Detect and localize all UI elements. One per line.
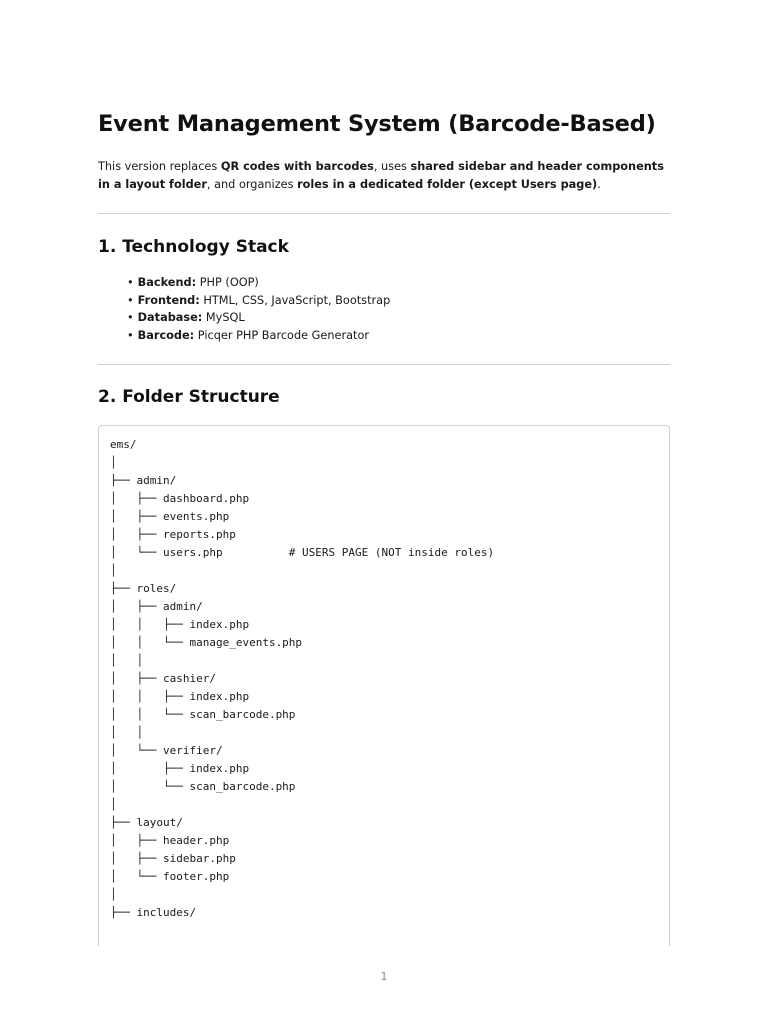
code-block (98, 425, 670, 946)
technology-stack-list (127, 274, 390, 344)
section-heading-technology-stack: 1. Technology Stack (98, 237, 289, 257)
intro-bold-3: roles in a dedicated folder (except Users page) (297, 178, 598, 191)
intro-text-1: This version replaces (98, 160, 221, 173)
intro-bold-2: shared sidebar and header components in a layout folder (98, 160, 664, 191)
list-item-value: Picqer PHP Barcode Generator (194, 328, 370, 342)
list-item (127, 309, 390, 327)
list-item-label: Backend: (137, 276, 197, 289)
folder-structure-code: ems/ │ ├── admin/ │ ├── dashboard.php │ ├── events.php │ ├── reports.php │ └── users.php # USERS PAGE (NOT inside roles) │ ├── roles/ │ ├── admin/ │ │ ├── index.php │ │ └── manage_events.php │ │ │ ├── cashier/ │ │ ├── index.php │ │ └── scan_barcode.php │ │ │ └── verifier/ │ ├── index.php │ └── scan_barcode.php │ ├── layout/ │ ├── header.php │ ├── sidebar.php │ └── footer.php │ ├── includes/ (110, 438, 495, 919)
list-item-label: Frontend: (137, 293, 200, 307)
document-title: Event Management System (Barcode-Based) (98, 111, 656, 137)
intro-text-4: . (597, 178, 601, 191)
list-item-label: Barcode: (137, 328, 195, 342)
list-item-value: HTML, CSS, JavaScript, Bootstrap (199, 293, 391, 307)
intro-text-3: , and organizes (206, 178, 298, 191)
list-item-value: MySQL (202, 311, 245, 324)
section-heading-folder-structure: 2. Folder Structure (98, 387, 280, 407)
section-divider (98, 213, 670, 214)
intro-text-2: , uses (373, 160, 411, 173)
list-item (127, 327, 390, 345)
page-number: 1 (380, 970, 388, 983)
list-item (127, 292, 390, 310)
intro-paragraph (98, 158, 678, 194)
list-item-value: PHP (OOP) (196, 276, 259, 289)
intro-bold-1: QR codes with barcodes (220, 160, 374, 173)
section-divider (98, 364, 670, 365)
list-item-label: Database: (137, 311, 203, 324)
list-item (127, 274, 390, 292)
